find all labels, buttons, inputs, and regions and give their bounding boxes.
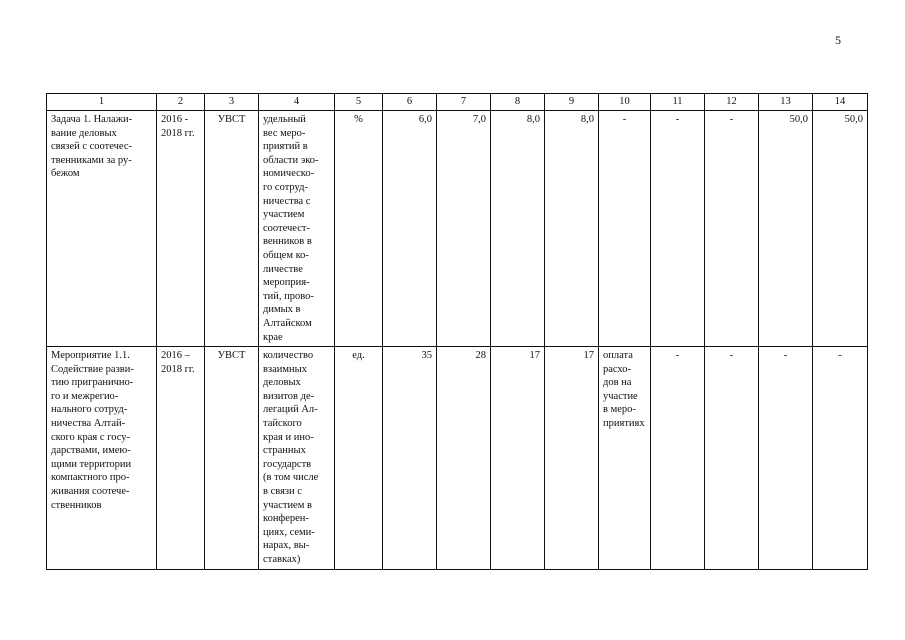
- header-row: [47, 94, 868, 111]
- cell-text-line: Алтайском: [263, 317, 312, 329]
- cell-text-line: ственников: [51, 499, 102, 511]
- cell-text-line: ского края с госу-: [51, 431, 130, 443]
- cell-text-line: щими территории: [51, 458, 132, 470]
- value-cell: 6,0: [383, 111, 437, 347]
- cell-text-line: нального сотруд-: [51, 404, 128, 416]
- executor-cell: УВСТ: [205, 347, 259, 570]
- value-cell: 8,0: [545, 111, 599, 347]
- value-cell: 50,0: [759, 111, 813, 347]
- cell-text-line: участие: [603, 390, 638, 402]
- cell-text-line: ничества с: [263, 195, 311, 207]
- cell-text-line: участием в: [263, 499, 312, 511]
- indicator-cell: [259, 111, 335, 347]
- header-cell: 14: [813, 94, 868, 111]
- cell-text-line: Мероприятие 1.1.: [51, 350, 130, 362]
- cell-text-line: соотечест-: [263, 222, 310, 234]
- value-cell: 17: [491, 347, 545, 570]
- cell-text-line: бежом: [51, 168, 80, 180]
- cell-text-line: мероприя-: [263, 277, 310, 289]
- value-cell: -: [651, 111, 705, 347]
- cell-text-line: -: [622, 114, 627, 125]
- value-cell: 28: [437, 347, 491, 570]
- unit-cell: ед.: [335, 347, 383, 570]
- task-description-cell: [47, 347, 157, 570]
- cell-text-line: живания соотече-: [51, 486, 130, 498]
- table-row: [47, 347, 868, 570]
- indicator-cell: [259, 347, 335, 570]
- cell-text-line: деловых: [263, 377, 301, 389]
- cell-text-line: твенниками за ру-: [51, 154, 132, 166]
- value-cell: 7,0: [437, 111, 491, 347]
- cell-text-line: ставках): [263, 554, 301, 565]
- cell-text-line: области эко-: [263, 154, 319, 166]
- cell-text-line: в меро-: [603, 404, 636, 416]
- header-cell: 7: [437, 94, 491, 111]
- cell-text-line: крае: [263, 331, 283, 343]
- header-cell: 9: [545, 94, 599, 111]
- value-cell: -: [651, 347, 705, 570]
- executor-cell: УВСТ: [205, 111, 259, 347]
- cell-text-line: края и ино-: [263, 431, 314, 443]
- expense-cell: [599, 347, 651, 570]
- cell-text-line: го сотруд-: [263, 181, 308, 193]
- cell-text-line: конферен-: [263, 513, 309, 525]
- cell-text-line: циях, семи-: [263, 526, 315, 538]
- cell-text-line: нарах, вы-: [263, 540, 310, 552]
- value-cell: -: [759, 347, 813, 570]
- header-cell: 12: [705, 94, 759, 111]
- cell-text-line: дарствами, имею-: [51, 445, 131, 457]
- cell-text-line: тию приграничнo-: [51, 377, 134, 389]
- cell-text-line: Содействие разви-: [51, 363, 134, 375]
- cell-text-line: легаций Ал-: [263, 404, 318, 416]
- value-cell: 35: [383, 347, 437, 570]
- header-cell: 11: [651, 94, 705, 111]
- header-cell: 8: [491, 94, 545, 111]
- cell-text-line: вание деловых: [51, 127, 117, 139]
- value-cell: -: [813, 347, 868, 570]
- cell-text-line: количество: [263, 350, 314, 362]
- cell-text-line: венников в: [263, 236, 312, 248]
- program-table: [46, 93, 868, 570]
- cell-text-line: взаимных: [263, 363, 307, 375]
- value-cell: 17: [545, 347, 599, 570]
- cell-text-line: номическо-: [263, 168, 315, 180]
- cell-text-line: 2016 –: [161, 350, 190, 362]
- header-cell: 2: [157, 94, 205, 111]
- unit-cell: %: [335, 111, 383, 347]
- cell-text-line: оплата: [603, 350, 633, 362]
- value-cell: 50,0: [813, 111, 868, 347]
- value-cell: -: [705, 347, 759, 570]
- header-cell: 3: [205, 94, 259, 111]
- value-cell: -: [705, 111, 759, 347]
- cell-text-line: государств: [263, 458, 312, 470]
- expense-cell: [599, 111, 651, 347]
- cell-text-line: общем ко-: [263, 249, 309, 261]
- cell-text-line: 2018 гг.: [161, 127, 195, 139]
- cell-text-line: ничества Алтай-: [51, 418, 126, 430]
- cell-text-line: в связи с: [263, 486, 302, 498]
- cell-text-line: компактного про-: [51, 472, 130, 484]
- cell-text-line: удельный: [263, 114, 306, 125]
- cell-text-line: (в том числе: [263, 472, 319, 484]
- header-cell: 5: [335, 94, 383, 111]
- cell-text-line: тайского: [263, 418, 302, 430]
- header-cell: 4: [259, 94, 335, 111]
- header-cell: 13: [759, 94, 813, 111]
- cell-text-line: визитов де-: [263, 390, 315, 402]
- cell-text-line: расхо-: [603, 363, 632, 375]
- cell-text-line: 2018 гг.: [161, 363, 195, 375]
- cell-text-line: го и межрегио-: [51, 390, 119, 402]
- period-cell: [157, 111, 205, 347]
- cell-text-line: тий, прово-: [263, 290, 314, 302]
- table-row: [47, 111, 868, 347]
- header-cell: 6: [383, 94, 437, 111]
- cell-text-line: приятий в: [263, 141, 308, 153]
- cell-text-line: странных: [263, 445, 306, 457]
- value-cell: 8,0: [491, 111, 545, 347]
- cell-text-line: вес меро-: [263, 127, 306, 139]
- cell-text-line: связей с соотечес-: [51, 141, 133, 153]
- period-cell: [157, 347, 205, 570]
- cell-text-line: приятиях: [603, 418, 645, 430]
- cell-text-line: димых в: [263, 304, 301, 316]
- cell-text-line: 2016 -: [161, 114, 189, 125]
- header-cell: 10: [599, 94, 651, 111]
- cell-text-line: участием: [263, 209, 305, 221]
- header-cell: 1: [47, 94, 157, 111]
- cell-text-line: Задача 1. Налажи-: [51, 114, 133, 125]
- task-description-cell: [47, 111, 157, 347]
- cell-text-line: дов на: [603, 377, 632, 389]
- cell-text-line: личестве: [263, 263, 303, 275]
- page-number: 5: [835, 33, 841, 47]
